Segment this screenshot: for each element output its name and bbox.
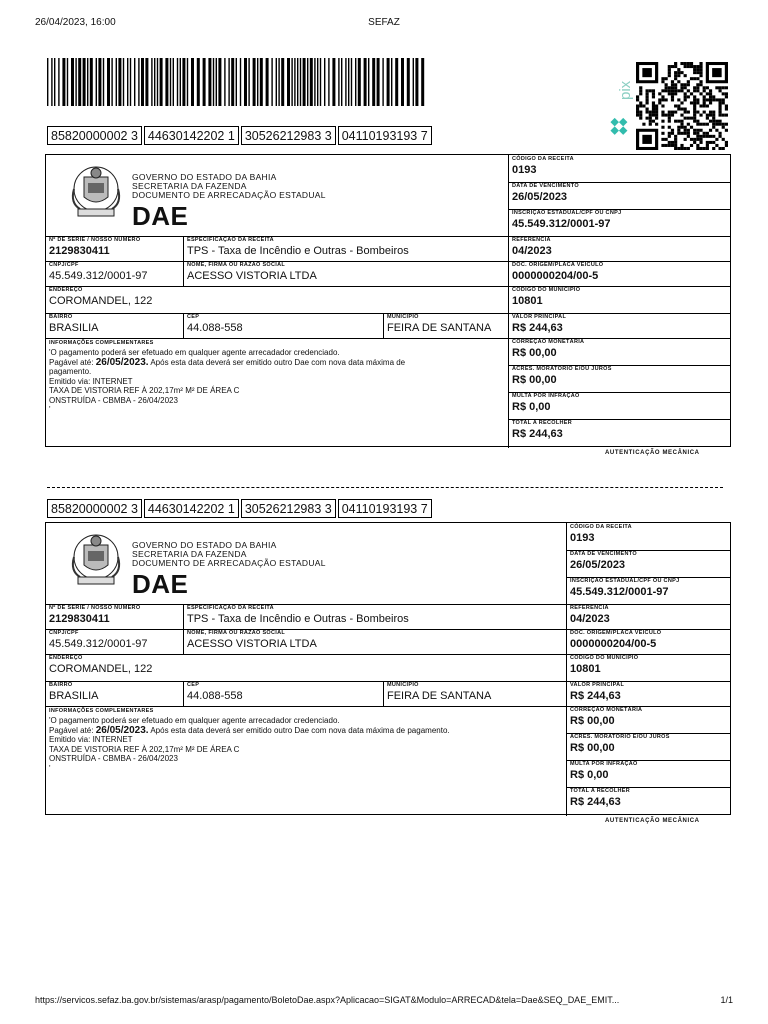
pagavel-suffix: Após esta data deverá ser emitido outro Dae com nova data máxima de pagamento.: [150, 725, 450, 735]
doc-origem-value: 0000000204/00-5: [570, 638, 657, 650]
pagavel-suffix: Após esta data deverá ser emitido outro Dae com nova data máxima de: [150, 357, 406, 367]
coat-of-arms-icon: [66, 531, 126, 589]
correcao-cell: [509, 338, 731, 365]
nome-cell: [184, 261, 508, 286]
referencia-value: 04/2023: [512, 245, 552, 257]
especificacao-cell: [184, 236, 508, 261]
pagavel-prefix: Pagável até:: [49, 357, 94, 367]
correcao-cell: [567, 706, 731, 733]
municipio-label: MUNICÍPIO: [387, 314, 419, 320]
linha-segment: 04110193193 7: [338, 126, 432, 145]
cod-municipio-value: 10801: [512, 295, 543, 307]
codigo-receita-label: CÓDIGO DA RECEITA: [570, 524, 632, 530]
vencimento-cell: [509, 182, 731, 209]
cep-label: CEP: [187, 682, 200, 688]
inscricao-cell: [509, 209, 731, 236]
bairro-cell: [46, 681, 183, 706]
municipio-label: MUNICÍPIO: [387, 682, 419, 688]
multa-value: R$ 0,00: [512, 401, 551, 413]
especificacao-label: ESPECIFICAÇÃO DA RECEITA: [187, 237, 274, 243]
linha-segment: 30526212983 3: [241, 499, 336, 518]
correcao-label: CORREÇÃO MONETÁRIA: [570, 707, 643, 713]
linha-digitavel: [47, 499, 434, 518]
info-line: Emitido via: INTERNET: [49, 735, 133, 744]
cep-cell: [184, 681, 383, 706]
dae-form-copy: [45, 522, 731, 815]
referencia-label: REFERÊNCIA: [512, 237, 551, 243]
dae-title: DAE: [132, 201, 189, 231]
especificacao-value: TPS - Taxa de Incêndio e Outras - Bombeiros: [187, 613, 409, 625]
acrescimo-cell: [567, 733, 731, 760]
barcode: [47, 58, 427, 106]
doc-origem-cell: [509, 261, 731, 286]
total-cell: [509, 419, 731, 447]
info-pagavel: [49, 358, 504, 368]
autenticacao-label: AUTENTICAÇÃO MECÂNICA: [605, 818, 700, 824]
pagavel-prefix: Pagável até:: [49, 725, 94, 735]
acrescimo-cell: [509, 365, 731, 392]
pix-label: pix: [617, 80, 634, 100]
inscricao-label: INSCRIÇÃO ESTADUAL/CPF OU CNPJ: [512, 210, 622, 216]
gov-line-3: DOCUMENTO DE ARRECADAÇÃO ESTADUAL: [132, 190, 326, 200]
gov-line-3: DOCUMENTO DE ARRECADAÇÃO ESTADUAL: [132, 558, 326, 568]
valor-principal-label: VALOR PRINCIPAL: [512, 314, 567, 320]
cod-municipio-cell: [509, 286, 731, 313]
dae-title: DAE: [132, 569, 189, 599]
bairro-label: BAIRRO: [49, 682, 73, 688]
referencia-value: 04/2023: [570, 613, 610, 625]
multa-cell: [509, 392, 731, 419]
serie-label: Nº DE SÉRIE / NOSSO NÚMERO: [49, 237, 141, 243]
total-label: TOTAL A RECOLHER: [512, 420, 573, 426]
correcao-label: CORREÇÃO MONETÁRIA: [512, 339, 585, 345]
linha-segment: 85820000002 3: [47, 126, 142, 145]
endereco-label: ENDEREÇO: [49, 655, 83, 661]
serie-value: 2129830411: [49, 613, 110, 625]
municipio-value: FEIRA DE SANTANA: [387, 322, 492, 334]
coat-of-arms-icon: [66, 163, 126, 221]
endereco-value: COROMANDEL, 122: [49, 295, 153, 307]
acrescimo-label: ACRÉS. MORATÓRIO E/OU JUROS: [570, 734, 670, 740]
cnpj-cell: [46, 261, 183, 286]
info-line: ': [49, 405, 51, 414]
vencimento-label: DATA DE VENCIMENTO: [512, 183, 579, 189]
doc-origem-cell: [567, 629, 731, 654]
page-url[interactable]: https://servicos.sefaz.ba.gov.br/sistemas/arasp/pagamento/BoletoDae.aspx?Aplicacao=SIGAT&Modulo=ARRECAD&tela=Dae&SEQ_DAE_EMIT...: [35, 995, 620, 1005]
multa-cell: [567, 760, 731, 787]
total-cell: [567, 787, 731, 815]
correcao-value: R$ 00,00: [570, 715, 615, 727]
referencia-label: REFERÊNCIA: [570, 605, 609, 611]
pagavel-date: 26/05/2023.: [95, 356, 149, 368]
pix-logo: [604, 80, 634, 138]
total-label: TOTAL A RECOLHER: [570, 788, 631, 794]
multa-value: R$ 0,00: [570, 769, 609, 781]
linha-segment: 85820000002 3: [47, 499, 142, 518]
valor-principal-label: VALOR PRINCIPAL: [570, 682, 625, 688]
qr-code: [636, 62, 728, 150]
municipio-cell: [384, 681, 566, 706]
nome-label: NOME, FIRMA OU RAZÃO SOCIAL: [187, 630, 286, 636]
acrescimo-value: R$ 00,00: [570, 742, 615, 754]
info-line: pagamento.: [49, 367, 92, 376]
especificacao-label: ESPECIFICAÇÃO DA RECEITA: [187, 605, 274, 611]
info-line: ONSTRUÍDA - CBMBA - 26/04/2023: [49, 754, 178, 763]
bairro-value: BRASILIA: [49, 690, 99, 702]
bairro-label: BAIRRO: [49, 314, 73, 320]
valor-principal-value: R$ 244,63: [512, 322, 563, 334]
cod-municipio-cell: [567, 654, 731, 681]
serie-label: Nº DE SÉRIE / NOSSO NÚMERO: [49, 605, 141, 611]
linha-segment: 04110193193 7: [338, 499, 432, 518]
doc-origem-label: DOC. ORIGEM/PLACA VEÍCULO: [512, 262, 604, 268]
print-datetime: 26/04/2023, 16:00: [35, 17, 116, 28]
info-line: ': [49, 763, 51, 773]
municipio-cell: [384, 313, 508, 338]
codigo-receita-cell: [509, 155, 731, 182]
inscricao-value: 45.549.312/0001-97: [570, 586, 669, 598]
print-title: SEFAZ: [368, 17, 400, 28]
linha-segment: 30526212983 3: [241, 126, 336, 145]
pagavel-date: 26/05/2023.: [95, 724, 149, 736]
info-line: Emitido via: INTERNET: [49, 376, 133, 386]
gov-line-2: SECRETARIA DA FAZENDA: [132, 549, 247, 559]
bairro-value: BRASILIA: [49, 322, 99, 334]
gov-line-1: GOVERNO DO ESTADO DA BAHIA: [132, 172, 277, 182]
cod-municipio-label: CÓDIGO DO MUNICÍPIO: [570, 655, 639, 661]
municipio-value: FEIRA DE SANTANA: [387, 690, 492, 702]
cod-municipio-value: 10801: [570, 663, 601, 675]
vencimento-cell: [567, 550, 731, 577]
info-pagavel: [49, 726, 564, 736]
gov-header: [132, 541, 326, 568]
referencia-cell: [509, 236, 731, 261]
vencimento-value: 26/05/2023: [512, 191, 568, 203]
referencia-cell: [567, 604, 731, 629]
valor-principal-cell: [509, 313, 731, 338]
info-label: INFORMAÇÕES COMPLEMENTARES: [49, 708, 154, 714]
codigo-receita-value: 0193: [570, 532, 595, 544]
page-number: 1/1: [720, 995, 733, 1005]
total-value: R$ 244,63: [570, 796, 621, 808]
cep-cell: [184, 313, 383, 338]
codigo-receita-label: CÓDIGO DA RECEITA: [512, 156, 574, 162]
info-line: TAXA DE VISTORIA REF À 202,17m² M² DE ÁREA C: [49, 744, 240, 754]
gov-line-2: SECRETARIA DA FAZENDA: [132, 181, 247, 191]
cnpj-cell: [46, 629, 183, 654]
bairro-cell: [46, 313, 183, 338]
vencimento-label: DATA DE VENCIMENTO: [570, 551, 637, 557]
multa-label: MULTA POR INFRAÇÃO: [512, 393, 580, 399]
serie-cell: [46, 236, 183, 261]
info-line: TAXA DE VISTORIA REF À 202,17m² M² DE ÁREA C: [49, 386, 240, 395]
gov-header: [132, 173, 326, 200]
multa-label: MULTA POR INFRAÇÃO: [570, 761, 638, 767]
nome-cell: [184, 629, 566, 654]
autenticacao-label: AUTENTICAÇÃO MECÂNICA: [605, 450, 700, 456]
info-line: 'O pagamento poderá ser efetuado em qualquer agente arrecadador credenciado.: [49, 348, 340, 357]
endereco-value: COROMANDEL, 122: [49, 663, 153, 675]
linha-segment: 44630142202 1: [144, 499, 239, 518]
serie-cell: [46, 604, 183, 629]
inscricao-cell: [567, 577, 731, 604]
valor-principal-value: R$ 244,63: [570, 690, 621, 702]
codigo-receita-value: 0193: [512, 164, 537, 176]
vencimento-value: 26/05/2023: [570, 559, 626, 571]
inscricao-value: 45.549.312/0001-97: [512, 218, 611, 230]
nome-label: NOME, FIRMA OU RAZÃO SOCIAL: [187, 262, 286, 268]
cod-municipio-label: CÓDIGO DO MUNICÍPIO: [512, 287, 581, 293]
cep-label: CEP: [187, 314, 200, 320]
nome-value: ACESSO VISTORIA LTDA: [187, 270, 317, 282]
cut-line: [47, 487, 723, 488]
info-line: ONSTRUÍDA - CBMBA - 26/04/2023: [49, 395, 178, 405]
especificacao-value: TPS - Taxa de Incêndio e Outras - Bombeiros: [187, 245, 409, 257]
acrescimo-label: ACRÉS. MORATÓRIO E/OU JUROS: [512, 366, 612, 372]
doc-origem-label: DOC. ORIGEM/PLACA VEÍCULO: [570, 630, 662, 636]
correcao-value: R$ 00,00: [512, 347, 557, 359]
inscricao-label: INSCRIÇÃO ESTADUAL/CPF OU CNPJ: [570, 578, 680, 584]
nome-value: ACESSO VISTORIA LTDA: [187, 638, 317, 650]
total-value: R$ 244,63: [512, 428, 563, 440]
dae-form: [45, 154, 731, 447]
linha-digitavel: [47, 126, 434, 145]
print-header: [35, 17, 733, 31]
endereco-cell: [46, 286, 508, 313]
cep-value: 44.088-558: [187, 690, 243, 702]
gov-line-1: GOVERNO DO ESTADO DA BAHIA: [132, 540, 277, 550]
doc-origem-value: 0000000204/00-5: [512, 270, 599, 282]
info-text: [49, 348, 504, 415]
acrescimo-value: R$ 00,00: [512, 374, 557, 386]
endereco-cell: [46, 654, 566, 681]
especificacao-cell: [184, 604, 566, 629]
info-line: 'O pagamento poderá ser efetuado em qualquer agente arrecadador credenciado.: [49, 716, 340, 725]
linha-segment: 44630142202 1: [144, 126, 239, 145]
codigo-receita-cell: [567, 523, 731, 550]
cnpj-value: 45.549.312/0001-97: [49, 638, 148, 650]
cnpj-value: 45.549.312/0001-97: [49, 270, 148, 282]
info-label: INFORMAÇÕES COMPLEMENTARES: [49, 340, 154, 346]
cnpj-label: CNPJ/CPF: [49, 630, 79, 636]
info-text: [49, 716, 564, 773]
cnpj-label: CNPJ/CPF: [49, 262, 79, 268]
cep-value: 44.088-558: [187, 322, 243, 334]
endereco-label: ENDEREÇO: [49, 287, 83, 293]
serie-value: 2129830411: [49, 245, 110, 257]
valor-principal-cell: [567, 681, 731, 706]
